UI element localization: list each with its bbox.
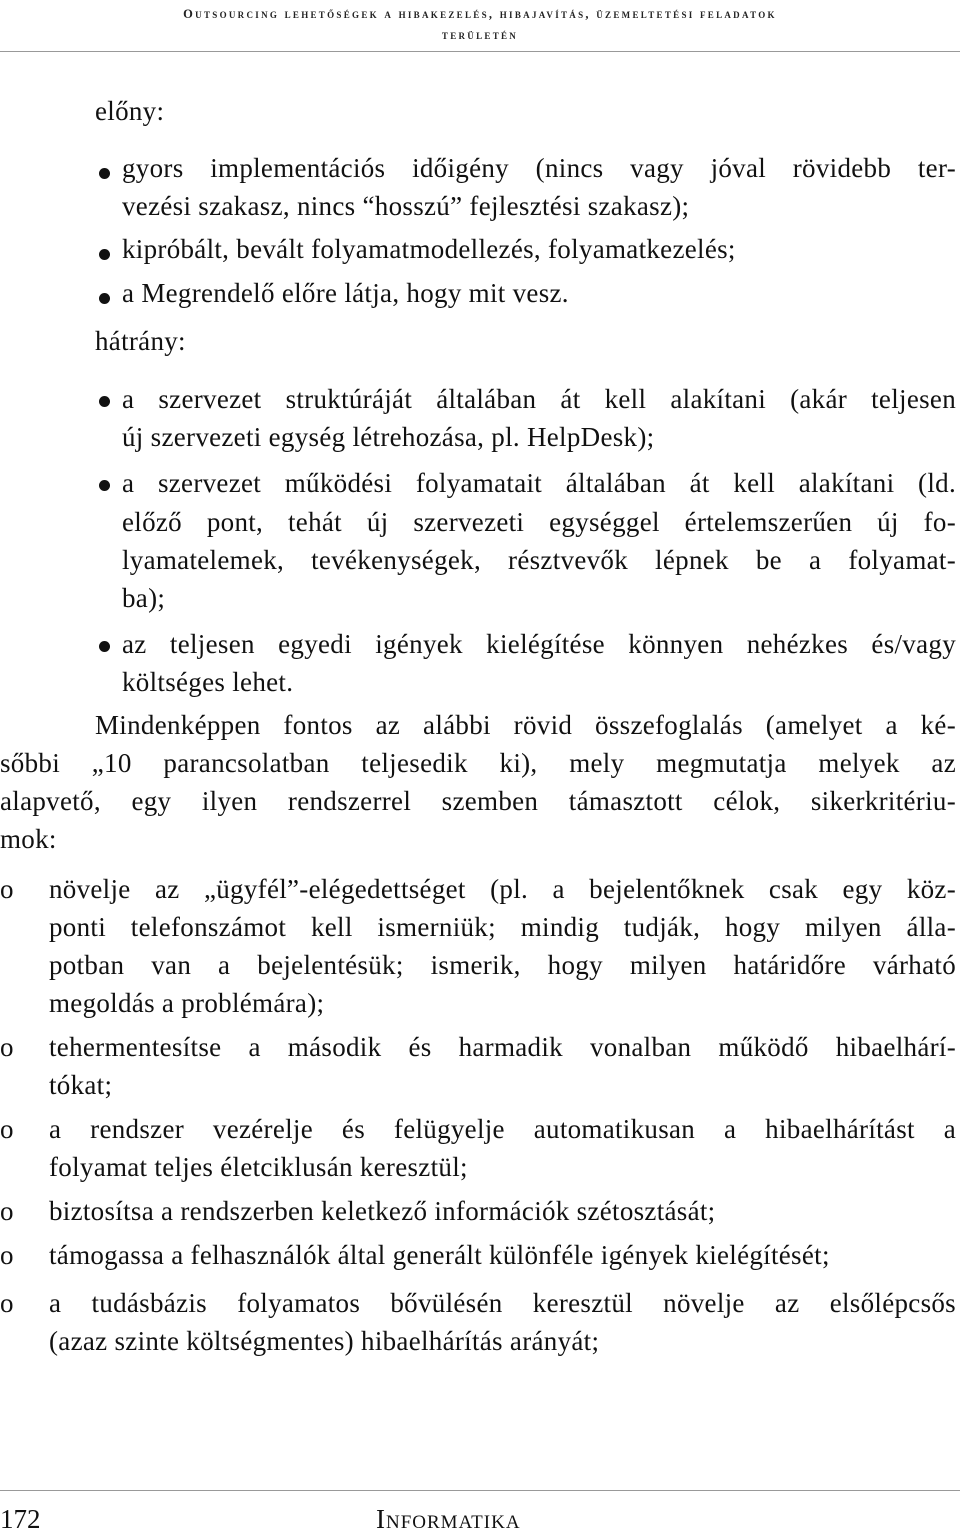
disadvantage-item-1-line-1: a szervezet struktúráját általában át kell alakítani (akár teljesen [122,384,956,414]
list-marker: o [0,874,14,904]
goal-item-1-line-3: potban van a bejelentésük; ismerik, hogy milyen határidőre várható [49,950,956,980]
page-number: 172 [0,1504,41,1534]
bullet-icon [99,641,110,652]
goal-item-1-line-4: megoldás a problémára); [49,988,325,1018]
footer-rule [0,1490,960,1491]
summary-line-4: mok: [0,824,57,854]
running-header-line-2: területén [441,28,519,42]
goal-item-5-line-1: támogassa a felhasználók által generált különféle igények kielégítését; [49,1240,830,1270]
goal-item-3-line-1: a rendszer vezérelje és felügyelje automatikusan a hibaelhárítást a [49,1114,956,1144]
disadvantage-item-1-line-2: új szervezeti egység létrehozása, pl. HelpDesk); [122,422,655,452]
running-header-line-1: Outsourcing lehetőségek a hibakezelés, hibajavítás, üzemeltetési feladatok [183,7,777,21]
bullet-icon [99,168,110,179]
disadvantage-item-2-line-1: a szervezet működési folyamatait általában át kell alakítani (ld. [122,468,956,498]
goal-item-3-line-2: folyamat teljes életciklusán keresztül; [49,1152,468,1182]
goal-item-2-line-2: tókat; [49,1070,113,1100]
running-header [8,4,952,46]
bullet-icon [99,249,110,260]
disadvantages-heading: hátrány: [95,326,186,356]
list-marker: o [0,1196,14,1226]
list-marker: o [0,1288,14,1318]
summary-line-2: sőbbi „10 parancsolatban teljesedik ki), mely megmutatja melyek az [0,748,956,778]
disadvantage-item-2-line-2: előző pont, tehát új szervezeti egységgel értelemszerűen új fo- [122,507,956,537]
advantages-heading: előny: [95,96,165,126]
goal-item-1-line-2: ponti telefonszámot kell ismerniük; mindig tudják, hogy milyen álla- [49,912,956,942]
advantage-item-3-line-1: a Megrendelő előre látja, hogy mit vesz. [122,278,569,308]
advantage-item-1-line-2: vezési szakasz, nincs “hosszú” fejlesztési szakasz); [122,191,690,221]
disadvantage-item-3-line-1: az teljesen egyedi igények kielégítése könnyen nehézkes és/vagy [122,629,956,659]
goal-item-2-line-1: tehermentesítse a második és harmadik vonalban működő hibaelhárí- [49,1032,956,1062]
footer-title: Informatika [376,1504,521,1534]
summary-line-3: alapvető, egy ilyen rendszerrel szemben támasztott célok, sikerkritériu- [0,786,956,816]
list-marker: o [0,1032,14,1062]
bullet-icon [99,396,110,407]
goal-item-6-line-2: (azaz szinte költségmentes) hibaelhárítás arányát; [49,1326,600,1356]
header-rule [0,51,960,52]
bullet-icon [99,480,110,491]
disadvantage-item-3-line-2: költséges lehet. [122,667,294,697]
advantage-item-2-line-1: kipróbált, bevált folyamatmodellezés, folyamatkezelés; [122,234,736,264]
list-marker: o [0,1114,14,1144]
summary-line-1: Mindenképpen fontos az alábbi rövid összefoglalás (amelyet a ké- [95,710,956,740]
disadvantage-item-2-line-3: lyamatelemek, tevékenységek, résztvevők lépnek be a folyamat- [122,545,956,575]
goal-item-1-line-1: növelje az „ügyfél”-elégedettséget (pl. a bejelentőknek csak egy köz- [49,874,956,904]
goal-item-6-line-1: a tudásbázis folyamatos bővülésén keresztül növelje az elsőlépcsős [49,1288,956,1318]
bullet-icon [99,293,110,304]
advantage-item-1-line-1: gyors implementációs időigény (nincs vagy jóval rövidebb ter- [122,153,956,183]
goal-item-4-line-1: biztosítsa a rendszerben keletkező információk szétosztását; [49,1196,716,1226]
disadvantage-item-2-line-4: ba); [122,583,166,613]
list-marker: o [0,1240,14,1270]
